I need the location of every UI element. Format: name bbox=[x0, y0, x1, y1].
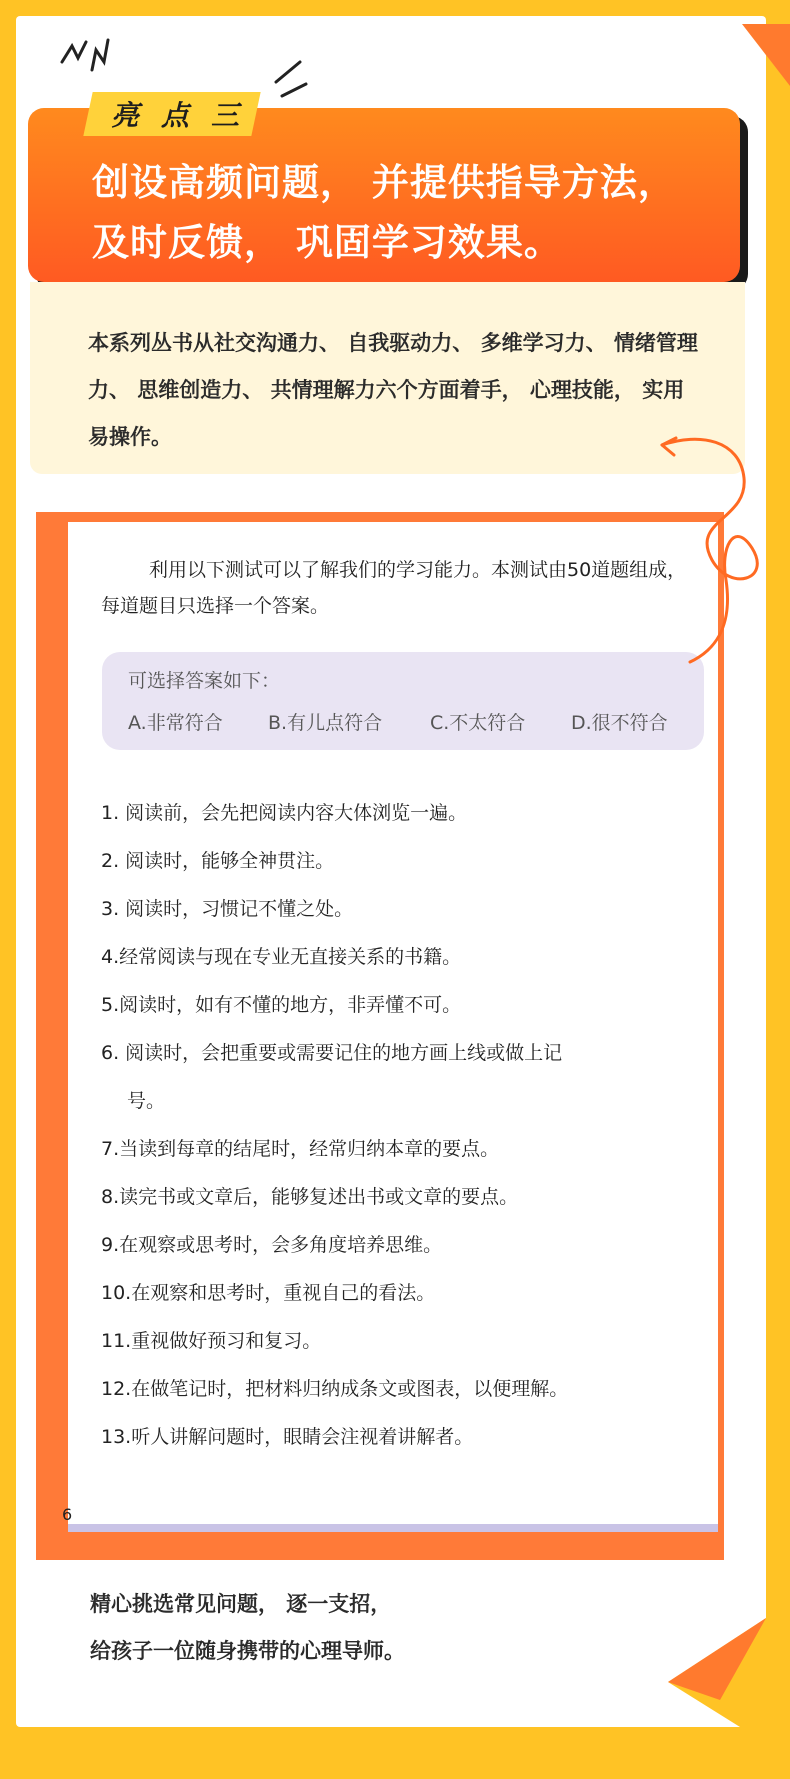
option-c: C.不太符合 bbox=[430, 712, 526, 734]
question-item: 7.当读到每章的结尾时，经常归纳本章的要点。 bbox=[101, 1138, 500, 1160]
question-item: 2. 阅读时，能够全神贯注。 bbox=[101, 850, 335, 872]
headline-line-1: 创设高频问题， 并提供指导方法， bbox=[92, 161, 676, 204]
tag-char-2: 点 bbox=[160, 99, 189, 132]
question-item-continuation: 号。 bbox=[127, 1090, 166, 1112]
question-item: 13.听人讲解问题时，眼睛会注视着讲解者。 bbox=[101, 1426, 474, 1448]
question-item: 3. 阅读时，习惯记不懂之处。 bbox=[101, 898, 354, 920]
page-number: 6 bbox=[62, 1505, 73, 1524]
question-item: 4.经常阅读与现在专业无直接关系的书籍。 bbox=[101, 946, 462, 968]
option-d: D.很不符合 bbox=[571, 712, 668, 734]
page-bottom-edge bbox=[68, 1524, 718, 1532]
tag-char-3: 三 bbox=[210, 99, 239, 132]
question-item: 9.在观察或思考时，会多角度培养思维。 bbox=[101, 1234, 443, 1256]
intro-text: 本系列丛书从社交沟通力、 自我驱动力、 多维学习力、 情绪管理力、 思维创造力、 共情理解力六个方面着手， 心理技能， 实用易操作。 bbox=[88, 331, 698, 449]
question-item: 1. 阅读前，会先把阅读内容大体浏览一遍。 bbox=[101, 802, 468, 824]
footer-line-1: 精心挑选常见问题， 逐一支招， bbox=[90, 1592, 392, 1616]
question-item: 10.在观察和思考时，重视自己的看法。 bbox=[101, 1282, 436, 1304]
option-b: B.有儿点符合 bbox=[268, 712, 383, 734]
question-item: 11.重视做好预习和复习。 bbox=[101, 1330, 322, 1352]
highlight-tag bbox=[100, 90, 250, 138]
question-item: 8.读完书或文章后，能够复述出书或文章的要点。 bbox=[101, 1186, 519, 1208]
test-intro-text: 利用以下测试可以了解我们的学习能力。本测试由50道题组成，每道题目只选择一个答案。 bbox=[101, 559, 687, 617]
question-item: 12.在做笔记时，把材料归纳成条文或图表，以便理解。 bbox=[101, 1378, 569, 1400]
footer-line-2: 给孩子一位随身携带的心理导师。 bbox=[90, 1639, 405, 1663]
headline-line-2: 及时反馈， 巩固学习效果。 bbox=[92, 221, 562, 264]
question-item: 5.阅读时，如有不懂的地方，非弄懂不可。 bbox=[101, 994, 462, 1016]
question-item: 6. 阅读时，会把重要或需要记住的地方画上线或做上记 bbox=[101, 1042, 563, 1064]
option-a: A.非常符合 bbox=[128, 712, 223, 734]
answer-options-title: 可选择答案如下： bbox=[128, 670, 281, 692]
tag-char-1: 亮 bbox=[110, 99, 139, 132]
